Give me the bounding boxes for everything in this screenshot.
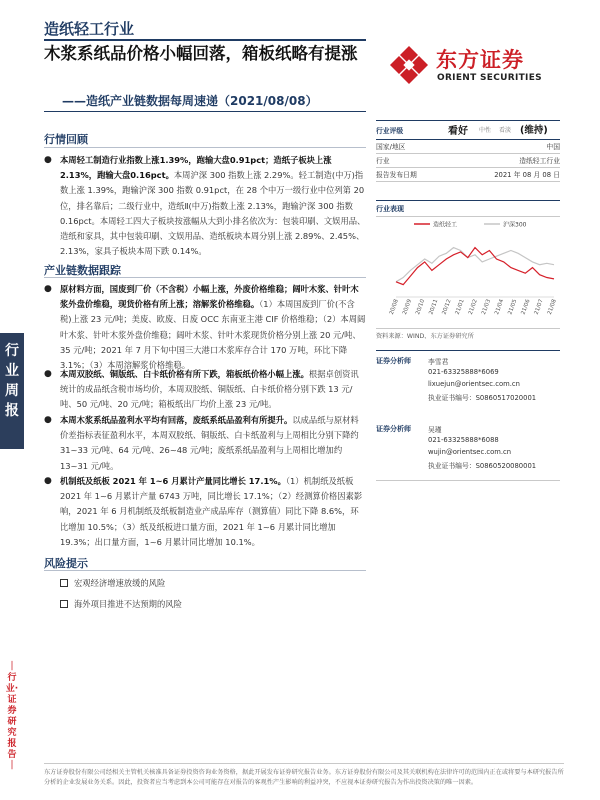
- x-tick-label: 20/08: [388, 298, 400, 316]
- report-headline: 木浆系纸品价格小幅回落，箱板纸略有提涨: [44, 44, 358, 63]
- chart-title: 行业表现: [376, 205, 404, 213]
- divider: [44, 570, 366, 571]
- logo-text-en: ORIENT SECURITIES: [437, 73, 542, 83]
- divider: [44, 39, 366, 41]
- analyst-name: 李雪君: [428, 358, 449, 366]
- section-heading-chain: 产业链数据跟踪: [44, 264, 121, 277]
- checkbox-square-icon: [60, 600, 68, 608]
- x-tick-label: 21/07: [533, 298, 545, 316]
- report-subheadline: ——造纸产业链数据每周速递（2021/08/08）: [62, 94, 318, 108]
- paragraph-lead: 本周双胶纸、铜版纸、白卡纸价格有所下跌，箱板纸价格小幅上涨。: [60, 369, 309, 379]
- analyst-email: lixuejun@orientsec.com.cn: [428, 380, 520, 388]
- x-tick-label: 20/09: [401, 298, 414, 316]
- section-heading-market: 行情回顾: [44, 133, 88, 146]
- analyst-role: 证券分析师: [376, 357, 411, 365]
- divider: [376, 328, 560, 329]
- rating-mid: 中性: [479, 127, 492, 134]
- analyst-role: 证券分析师: [376, 425, 411, 433]
- legend-label: 造纸轻工: [433, 221, 458, 229]
- paragraph-text: 根据卓创资讯统计的成品纸含税市场均价，本周双胶纸、铜版纸、白卡纸价格分别下跌 13 元/吨、50 元/吨、20 元/吨；箱板纸出厂均价上涨 23 元/吨。: [60, 369, 359, 410]
- series-line: [396, 248, 554, 282]
- paragraph-lead: 机制纸及纸板 2021 年 1~6 月累计产量同比增长 17.1%。: [60, 476, 286, 486]
- paragraph-output: [44, 474, 366, 550]
- info-row: 行业 造纸轻工行业: [376, 157, 560, 165]
- rating-low: 看淡: [499, 127, 512, 134]
- section-heading-risk: 风险提示: [44, 557, 88, 570]
- x-tick-label: 21/02: [467, 298, 479, 316]
- paragraph-text: 以成品纸与原材料价差指标表征盈利水平，本周双胶纸、铜版纸、白卡纸盈利与上周相比分别下降约 31~33 元/吨、64 元/吨、26~48 元/吨；废纸系纸品盈利与上周相比增加约 13~31 元/吨。: [60, 415, 359, 471]
- x-tick-label: 21/03: [480, 298, 493, 316]
- bullet-icon: ●: [44, 415, 52, 425]
- bullet-icon: ●: [44, 155, 52, 165]
- chart-source: 资料来源：WIND、东方证券研究所: [376, 333, 474, 340]
- divider: [376, 181, 560, 182]
- paragraph-raw-materials: [44, 282, 366, 373]
- paragraph-lead: 本周轻工制造行业指数上涨1.39%，跑输大盘0.91pct；造纸子板块上涨2.13%，跑输大盘0.16pct。: [60, 155, 332, 181]
- checkbox-square-icon: [60, 579, 68, 587]
- bullet-icon: ●: [44, 284, 52, 294]
- info-table: [376, 139, 560, 181]
- x-tick-label: 20/12: [441, 298, 453, 316]
- bullet-icon: ●: [44, 476, 52, 486]
- x-tick-label: 21/06: [520, 298, 532, 316]
- divider: [376, 480, 560, 481]
- sector-label: 造纸轻工行业: [44, 20, 135, 38]
- divider: [376, 200, 560, 201]
- company-logo: [388, 44, 568, 94]
- x-tick-label: 21/01: [454, 298, 466, 316]
- rating-value: 看好: [448, 126, 468, 137]
- paragraph-text: 本周沪深 300 指数上涨 2.29%。轻工制造(中万)指数上涨 1.39%，跑输沪深 300 指数 0.91pct，在 28 个中万一级行业中位列第 20 位，排名靠后；二级行业中，造纸Ⅱ(中万)指数上涨 2.13%，跑输沪深 300 指数 0.16pct。本周轻工四大子板块按涨幅从大到小排名依次为：包装印刷、文娱用品、造纸和家具，其中包装印刷、文娱用品、造纸板块本周分别上涨 2.89%、2.45%、2.13%，家具子板块本周下跌 0.14%。: [60, 170, 366, 257]
- divider: [376, 120, 560, 121]
- analyst-block: [376, 424, 560, 476]
- x-tick-label: 21/04: [494, 298, 506, 316]
- sidebar-tab: [0, 333, 24, 449]
- paragraph-profit: [44, 413, 366, 474]
- info-row: 报告发布日期 2021 年 08 月 08 日: [376, 171, 560, 179]
- risk-item: 宏观经济增速放缓的风险: [60, 577, 165, 589]
- paragraph-market: [44, 153, 366, 259]
- info-row: 国家/地区 中国: [376, 143, 560, 151]
- divider: [376, 350, 560, 351]
- logo-mark-icon: [388, 44, 430, 86]
- divider: [376, 216, 560, 217]
- sidebar-label: 行业周报: [5, 343, 19, 419]
- logo-text-cn: 东方证券: [436, 48, 524, 72]
- rating-keep: (维持): [520, 125, 548, 136]
- x-tick-label: 20/10: [415, 298, 427, 316]
- legend-label: 沪深300: [503, 221, 527, 229]
- analyst-email: wujin@orientsec.com.cn: [428, 448, 512, 456]
- bullet-icon: ●: [44, 369, 52, 379]
- paragraph-lead: 原材料方面，国废到厂价（不含税）小幅上涨，外废价格维稳；阔叶木浆、针叶木浆外盘价维稳，现货价格有所上涨；溶解浆价格维稳。: [60, 284, 359, 310]
- analyst-name: 吴瑾: [428, 426, 442, 434]
- divider: [376, 153, 560, 154]
- analyst-cert: 执业证书编号：S0860520080001: [428, 462, 537, 470]
- paragraph-paper-prices: [44, 367, 366, 413]
- analyst-cert: 执业证书编号：S0860517020001: [428, 394, 537, 402]
- divider: [44, 763, 564, 764]
- analyst-phone: 021-63325888*6088: [428, 436, 499, 444]
- divider: [376, 167, 560, 168]
- paragraph-text: （1）本周国废到厂价(不含税)上涨 23 元/吨；美废、欧废、日废 OCC 东南亚主港 CIF 价格维稳；（2）本周阔叶木浆、针叶木浆外盘价维稳；阔叶木浆、针叶木浆现货价格分别上涨 20 元/吨、35 元/吨；2021 年 7 月下旬中国三大港口木浆库存合计 170 万吨，环比下降 3.1%；（3）本周溶解浆价格维稳。: [60, 299, 366, 371]
- divider: [44, 147, 366, 148]
- x-tick-label: 21/08: [546, 298, 558, 316]
- analyst-phone: 021-63325888*6069: [428, 368, 499, 376]
- x-tick-label: 21/05: [507, 298, 519, 316]
- paragraph-lead: 本周木浆系纸品盈利水平均有回落，废纸系纸品盈利有所提升。: [60, 415, 293, 425]
- paragraph-text: （1）机制纸及纸板 2021 年 1~6 月累计产量 6743 万吨，同比增长 17.1%；（2）经测算价格因素影响，2021 年 6 月机制纸及纸板制造业产成品库存（测算值）同比下降 8.6%，环比增加 10.5%；（3）纸及纸板进口量方面，2021 年 1~6 月累计同比增加 19.3%；出口量方面，1~6 月累计同比增加 10.1%。: [60, 476, 363, 547]
- performance-chart: [376, 218, 560, 326]
- risk-item: 海外项目推进不达预期的风险: [60, 598, 182, 610]
- x-tick-label: 20/11: [428, 298, 440, 316]
- divider: [44, 277, 366, 278]
- divider: [44, 111, 366, 112]
- analyst-block: [376, 356, 560, 408]
- disclaimer: 东方证券股份有限公司经相关主管机关核准具备证券投资咨询业务资格，据此开展发布证券研究报告业务。东方证券股份有限公司及其关联机构在法律许可的范围内正在或将要与本研究报告所分析的企业发展业务关系。因此，投资者应当考虑到本公司可能存在对报告的客观性产生影响的利益冲突，不应视本证券研究报告为作出投资决策的唯一因素。: [44, 769, 564, 786]
- series-line: [396, 248, 554, 285]
- rating-label: 行业评级: [376, 127, 404, 135]
- sidebar-report-type: ｜行业·证券研究报告｜: [5, 662, 19, 771]
- rating-row: [376, 122, 560, 138]
